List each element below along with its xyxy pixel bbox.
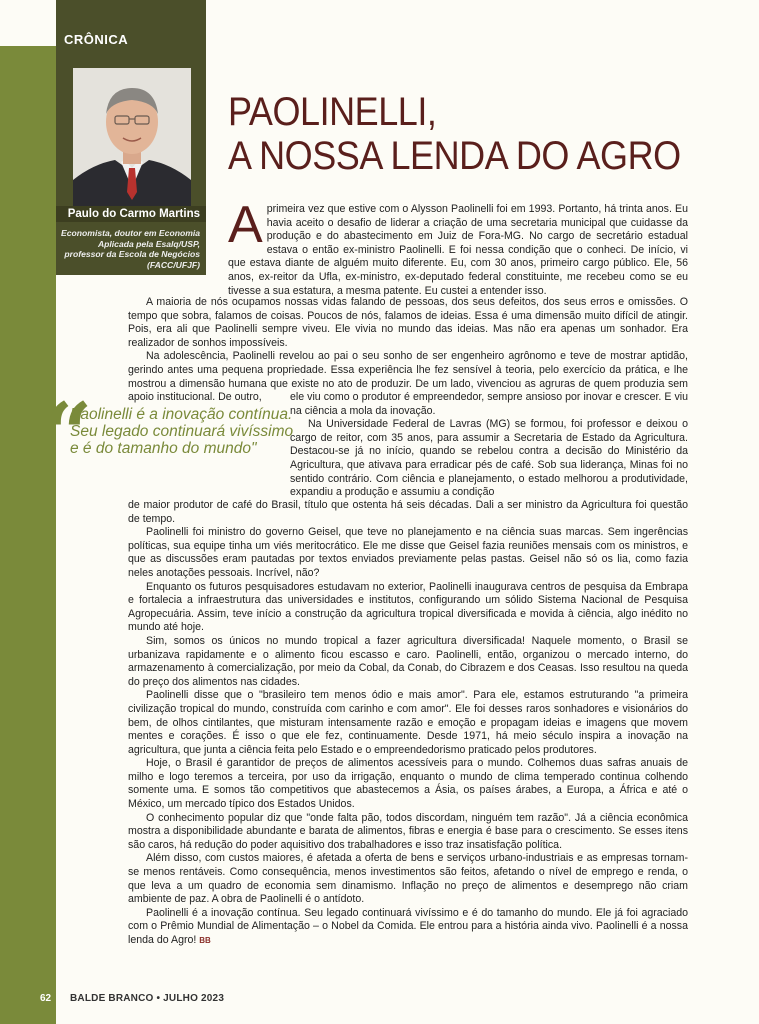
publication-info: BALDE BRANCO • JULHO 2023 — [70, 993, 225, 1004]
pull-quote — [40, 384, 294, 490]
paragraph-10: O conhecimento popular diz que "onde falta pão, todos discordam, ninguém tem razão". Já a ciência econômica mostra a disponibilidade abundante e barata de alimentos, fibras e energia é base para o crescimento. Se esses itens são caros, há redução do poder aquisitivo dos trabalhadores e isso traz insatisfação política. — [128, 811, 688, 851]
article-block-3 — [290, 391, 688, 500]
paragraph-12 — [128, 907, 688, 948]
paragraph-2: A maioria de nós ocupamos nossas vidas falando de pessoas, dos seus defeitos, dos seus erros e omissões. O tempo que sobra, falamos de coisas. Poucos de nós, falamos de ideias. Essa é uma dimensão muito difícil de atingir. Pois, era ali que Paolinelli sempre viveu. Ele vivia no mundo das ideias. Mas não era apenas um sonhador. Era realizador de sonhos impossíveis. — [128, 296, 688, 349]
author-name: Paulo do Carmo Martins — [56, 206, 206, 222]
paragraph-5: Paolinelli foi ministro do governo Geisel, que teve no planejamento e na ciência suas marcas. Sem ingerências políticas, sua equipe tinha um viés meritocrático. Ele me disse que Geisel fazia reuniões mensais com os ministros, e que as discussões eram pautadas por textos enviados previamente pelas pastas. Geisel não só os lia, como fazia neles anotações pessoais. Incrível, não? — [128, 526, 688, 579]
paragraph-11: Além disso, com custos maiores, é afetada a oferta de bens e serviços urbano-industriais e as empresas tornam-se menos rentáveis. Como consequência, menos investimentos são feitos, afetando o nível de emprego e renda, o que leva a um quadro de economia sem dinamismo. Inflação no preço de alimentos e desemprego não criam ambiente de paz. A obra de Paolinelli é o antídoto. — [128, 852, 688, 906]
article-block-2 — [128, 296, 688, 405]
paragraph-3a: Na adolescência, Paolinelli revelou ao pai o seu sonho de ser engenheiro agrônomo e teve de mostrar aptidão, gerindo antes uma pequena propriedade. Essa experiência lhe fez sensível à teoria, pelo exercício da prática, e lhe mostrou a dimensão humana que existe no ato de produzir. De um lado, vivenciou as agruras de quem produzia sem apoio institucional. De outro, — [128, 350, 688, 404]
page-number: 62 — [40, 993, 52, 1004]
drop-cap: A — [228, 196, 263, 254]
paragraph-9: Hoje, o Brasil é garantidor de preços de alimentos acessíveis para o mundo. Colhemos duas safras anuais de milho e logo teremos a terceira, por uso da irrigação, enquanto o mundo de clima temperado continua colhendo somente uma. E somos tão competitivos que abastecemos a Ásia, os países árabes, a Europa, a África e até o México, um mercado típico dos Estados Unidos. — [128, 757, 688, 811]
headline-line-2: A NOSSA LENDA DO AGRO — [228, 134, 681, 178]
article-intro — [228, 196, 688, 298]
paragraph-4a: Na Universidade Federal de Lavras (MG) se formou, foi professor e deixou o cargo de reitor, com 35 anos, para assumir a Secretaria de Estado da Agricultura. Destacou-se já no início, quando se rebelou contra a decisão do Ministério da Agricultura, que ativava para erradicar pés de café. Sob sua liderança, Minas foi no sentido contrário. Com ciência e planejamento, o estado melhorou a produtividade, expandiu a produção e assumiu a condição — [290, 418, 688, 499]
section-label: CRÔNICA — [64, 32, 129, 47]
side-color-strip — [0, 46, 56, 1024]
author-bio: Economista, doutor em Economia Aplicada pela Esalq/USP, professor da Escola de Negócios (FACC/UFJF) — [61, 228, 200, 270]
paragraph-1 — [228, 196, 688, 298]
end-mark: BB — [199, 936, 211, 945]
author-photo — [73, 68, 191, 206]
paragraph-7: Sim, somos os únicos no mundo tropical a fazer agricultura diversificada! Naquele momento, o Brasil se urbanizava rapidamente e o alimento ficou escasso e caro. Paolinelli, então, organizou o mercado interno, do armazenamento à comercialização, por meio da Cobal, da Conab, do Cibrazem e dos Ceasas. Isso resultou na queda do preço dos alimentos nas cidades. — [128, 634, 688, 688]
paragraph-3b: ele viu como o produtor é empreendedor, sempre ansioso por inovar e crescer. E viu na ciência a mola da inovação. — [290, 391, 688, 417]
pull-quote-text: Paolinelli é a inovação contínua. Seu legado continuará vivíssimo e é do tamanho do mundo" — [70, 406, 294, 457]
paragraph-6: Enquanto os futuros pesquisadores estudavam no exterior, Paolinelli inaugurava centros de pesquisa da Embrapa e fortalecia a infraestrutura das universidades e institutos, configurando um sólido Sistema Nacional de Pesquisa Agropecuária. Assim, teve início a construção da agricultura tropical diversificada e movida à ciência, algo inédito no mundo até hoje. — [128, 580, 688, 634]
author-portrait-icon — [73, 68, 191, 206]
quote-mark-icon: “ — [44, 384, 93, 483]
paragraph-8: Paolinelli disse que o "brasileiro tem menos ódio e mais amor". Para ele, estamos estruturando "a primeira civilização tropical do mundo, construída com carinho e com amor". Ele foi desses raros sonhadores e visionários do bem, de olhos cintilantes, que misturam intensamente razão e emoção e propagam ideias e imagens que movem mentes e corações. É isso o que ele fez, continuamente. Desde 1971, há meio século inspira a inovação na agricultura, que junta a ciência feita pelo Estado e o empreendedorismo praticado pelos produtores. — [128, 689, 688, 756]
article-block-4 — [128, 499, 688, 948]
headline-line-1: PAOLINELLI, — [228, 90, 437, 134]
paragraph-12-text: Paolinelli é a inovação contínua. Seu legado continuará vivíssimo e é do tamanho do mundo. Ele já foi agraciado com o Prêmio Mundial de Alimentação – o Nobel da Comida. Ele entrou para a história ainda vivo. Paolinelli é a nossa lenda do Agro! — [128, 906, 688, 946]
article-headline — [228, 90, 696, 178]
paragraph-1-text: primeira vez que estive com o Alysson Paolinelli foi em 1993. Portanto, há trinta anos. Eu havia aceito o desafio de liderar a criação de uma secretaria municipal que cuidasse da produção e do abastecimento em Juiz de Fora-MG. No cargo de secretário estadual estava o então ex-ministro Paolinelli. E foi nessa condição que o conheci. De início, vi que estava diante de alguém muito diferente. Eu, com 30 anos, primeiro cargo público. Ele, 56 anos, ex-reitor da Ufla, ex-ministro, ex-deputado federal constituinte, me recebeu como se eu tivesse a sua estatura, a mesma patente. Eu custei a entender isso. — [228, 203, 688, 297]
paragraph-4b: de maior produtor de café do Brasil, título que ostenta há seis décadas. Dali a ser ministro da Agricultura foi questão de tempo. — [128, 499, 688, 525]
